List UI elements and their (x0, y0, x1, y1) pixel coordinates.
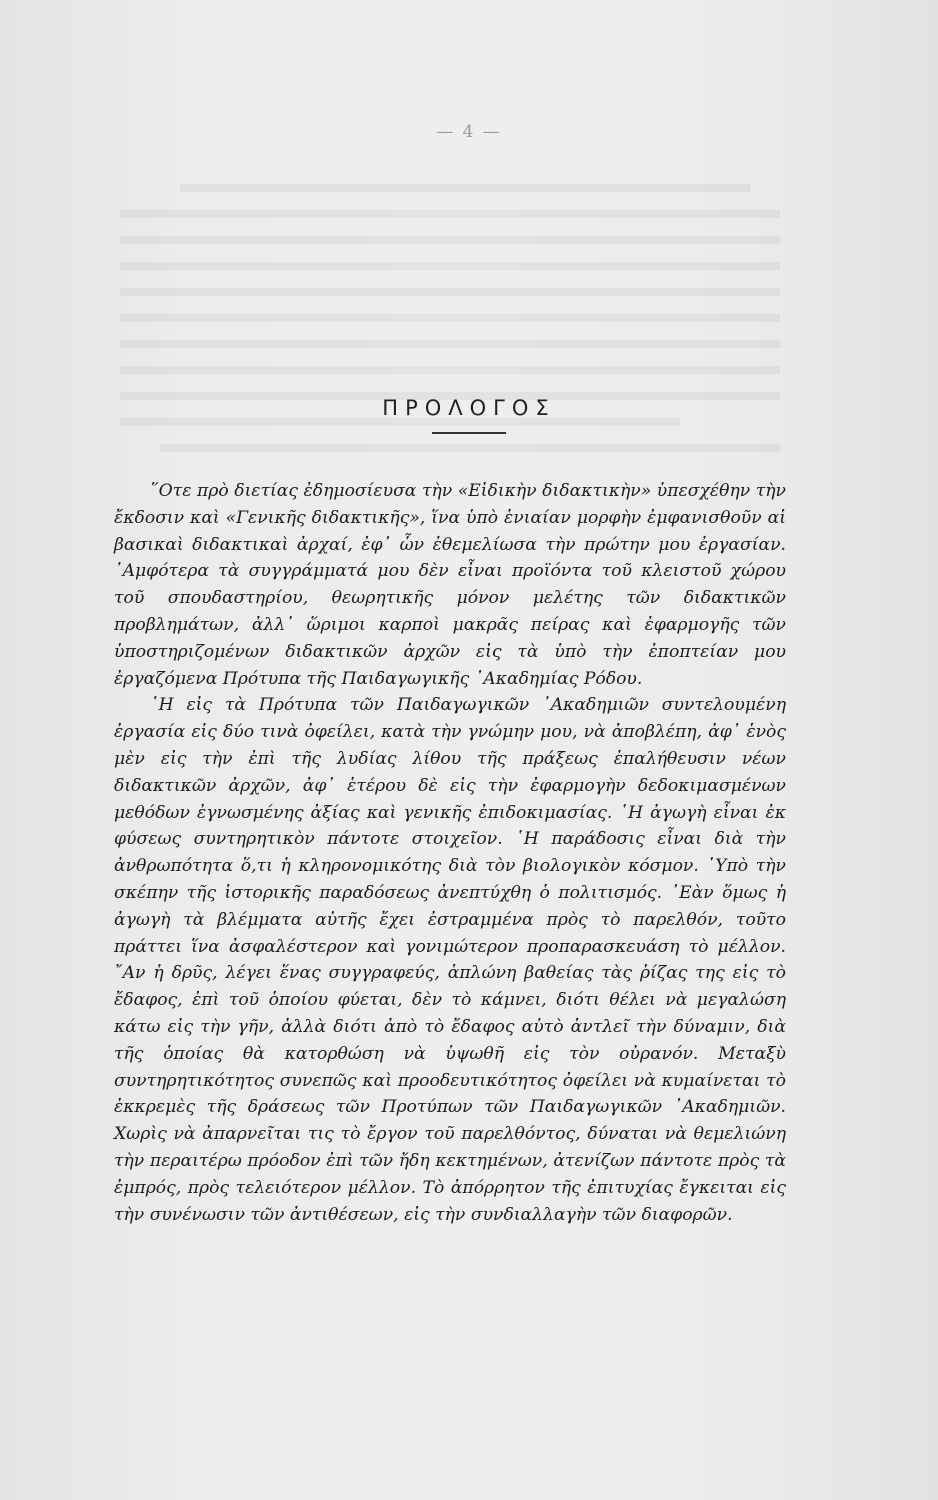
title-underline (432, 432, 506, 434)
paragraph-2: ῾Η εἰς τὰ Πρότυπα τῶν Παιδαγωγικῶν ᾽Ακαδημιῶν συντελουμένη ἐργασία εἰς δύο τινὰ ὀφείλει, κατὰ τὴν γνώμην μου, νὰ ἀποβλέπη, ἀφ᾽ ἑνὸς μὲν εἰς τὴν ἐπὶ τῆς λυδίας λίθου τῆς πράξεως ἐπαλήθευσιν νέων διδακτικῶν ἀρχῶν, ἀφ᾽ ἑτέρου δὲ εἰς τὴν ἐφαρμογὴν δεδοκιμασμένων μεθόδων ἐγνωσμένης ἀξίας καὶ γενικῆς ἐπιδοκιμασίας. ῾Η ἀγωγὴ εἶναι ἐκ φύσεως συντηρητικὸν πάντοτε στοιχεῖον. ῾Η παράδοσις εἶναι διὰ τὴν ἀνθρωπότητα ὅ,τι ἡ κληρονομικότης διὰ τὸν βιολογικὸν κόσμον. ῾Υπὸ τὴν σκέπην τῆς ἱστορικῆς παραδόσεως ἀνεπτύχθη ὁ πολιτισμός. ᾽Εὰν ὅμως ἡ ἀγωγὴ τὰ βλέμματα αὐτῆς ἔχει ἐστραμμένα πρὸς τὸ παρελθόν, τοῦτο πράττει ἵνα ἀσφαλέστερον καὶ γονιμώτερον προπαρασκευάση τὸ μέλλον. ῎Αν ἡ δρῦς, λέγει ἕνας συγγραφεύς, ἁπλώνη βαθείας τὰς ῥίζας της εἰς τὸ ἔδαφος, ἐπὶ τοῦ ὁποίου φύεται, δὲν τὸ κάμνει, διότι θέλει νὰ μεγαλώση κάτω εἰς τὴν γῆν, ἀλλὰ διότι ἀπὸ τὸ ἔδαφος αὐτὸ ἀντλεῖ τὴν δύναμιν, διὰ τῆς ὁποίας θὰ κατορθώση νὰ ὑψωθῆ εἰς τὸν οὐρανόν. Μεταξὺ συντηρητικότητος συνεπῶς καὶ προοδευτικότητος ὀφείλει νὰ κυμαίνεται τὸ ἐκκρεμὲς τῆς δράσεως τῶν Προτύπων τῶν Παιδαγωγικῶν ᾽Ακαδημιῶν. Χωρὶς νὰ ἀπαρνεῖται τις τὸ ἔργον τοῦ παρελθόντος, δύναται νὰ θεμελιώνη τὴν περαιτέρω πρόοδον ἐπὶ τῶν ἤδη κεκτημένων, ἀτενίζων πάντοτε πρὸς τὰ ἐμπρός, πρὸς τελειότερον μέλλον. Τὸ ἀπόρρητον τῆς ἐπιτυχίας ἔγκειται εἰς τὴν συνένωσιν τῶν ἀντιθέσεων, εἰς τὴν συνδιαλλαγὴν τῶν διαφορῶν. (114, 695, 786, 1225)
body-text (114, 478, 786, 1228)
show-through-texture (120, 180, 820, 480)
page-title: ΠΡΟΛΟΓΟΣ (382, 396, 556, 420)
paragraph-1: ῞Οτε πρὸ διετίας ἐδημοσίευσα τὴν «Εἰδικὴν διδακτικὴν» ὑπεσχέθην τὴν ἔκδοσιν καὶ «Γενικῆς διδακτικῆς», ἵνα ὑπὸ ἑνιαίαν μορφὴν ἐμφανισθοῦν αἱ βασικαὶ διδακτικαὶ ἀρχαί, ἐφ᾽ ὧν ἐθεμελίωσα τὴν πρώτην μου ἐργασίαν. ᾽Αμφότερα τὰ συγγράμματά μου δὲν εἶναι προϊόντα τοῦ κλειστοῦ χώρου τοῦ σπουδαστηρίου, θεωρητικῆς μόνον μελέτης τῶν διδακτικῶν προβλημάτων, ἀλλ᾽ ὥριμοι καρποὶ μακρᾶς πείρας καὶ ἐφαρμογῆς τῶν ὑποστηριζομένων διδακτικῶν ἀρχῶν εἰς τὰ ὑπὸ τὴν ἐποπτείαν μου ἐργαζόμενα Πρότυπα τῆς Παιδαγωγικῆς ᾽Ακαδημίας Ρόδου. (114, 481, 786, 689)
page-number: — 4 — (436, 122, 502, 142)
show-through-lines (120, 180, 820, 480)
